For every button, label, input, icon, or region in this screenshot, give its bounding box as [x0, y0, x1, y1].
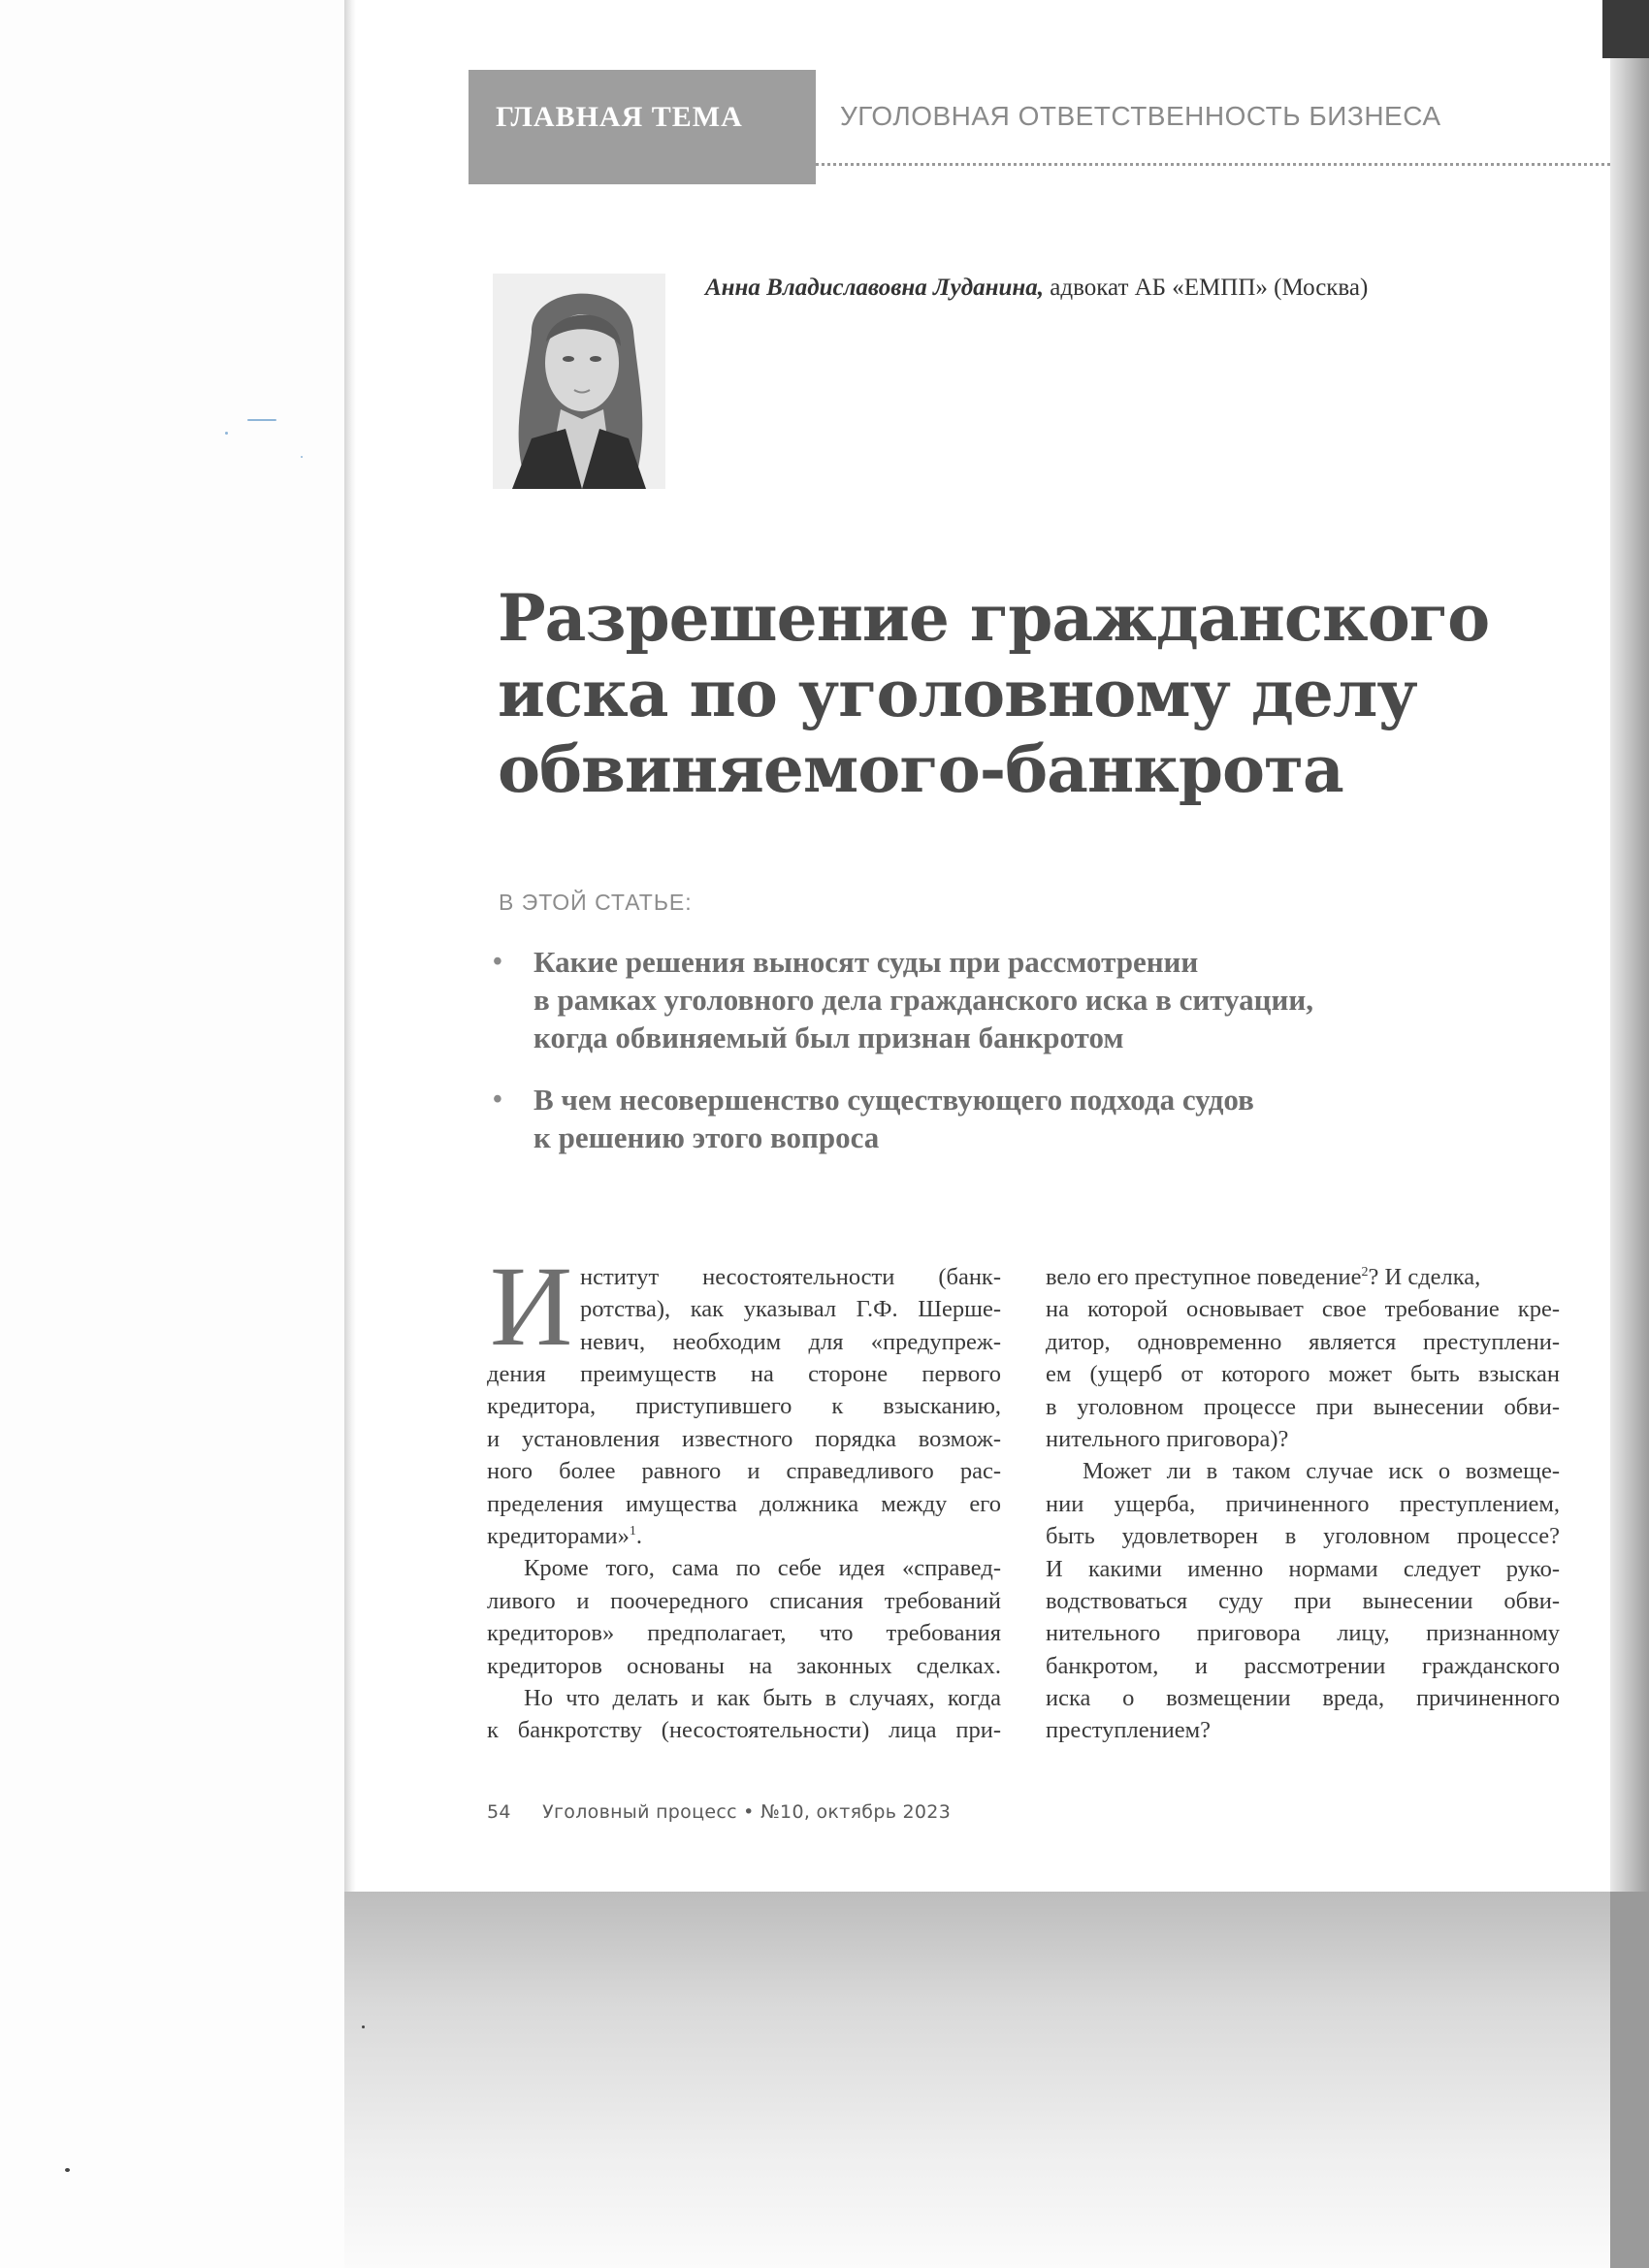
body-line: к банкротству (несостоятельности) лица при- [487, 1717, 1001, 1744]
body-line: в уголовном процессе при вынесении обви- [1046, 1393, 1560, 1420]
author-affiliation: адвокат АБ «ЕМПП» (Москва) [1050, 275, 1369, 301]
body-line: дения преимуществ на стороне первого [487, 1361, 1001, 1387]
body-line: Кроме того, сама по себе идея «справед- [524, 1555, 1001, 1582]
scan-bottom-edge [344, 1892, 1649, 2268]
body-line: нии ущерба, причиненного преступлением, [1046, 1490, 1560, 1517]
body-line: нительного приговора)? [1046, 1425, 1289, 1452]
body-line: нститут несостоятельности (банк- [580, 1264, 1001, 1290]
scan-left-margin [0, 0, 344, 2268]
author-photo [493, 274, 665, 489]
author-byline [705, 275, 1368, 302]
body-line: на которой основывает свое требование кре- [1046, 1296, 1560, 1323]
body-line: дитор, одновременно является преступлени- [1046, 1328, 1560, 1355]
footnote-ref[interactable]: 2 [1361, 1264, 1369, 1280]
page-footer [487, 1801, 951, 1823]
body-text: ? И сделка, [1368, 1264, 1481, 1290]
body-line: кредиторами»$^1$. [487, 1522, 643, 1549]
body-text: кредиторами» [487, 1522, 630, 1549]
body-line: кредиторов» предполагает, что требования [487, 1620, 1001, 1647]
article-title [498, 580, 1565, 807]
page-number: 54 [487, 1801, 511, 1823]
body-line: кредитора, приступившего к взысканию, [487, 1393, 1001, 1420]
left-column-dropcap-lines [580, 1261, 1001, 1358]
bullet-marker: • [493, 947, 502, 977]
body-line: преступлением? [1046, 1717, 1212, 1744]
scan-speck [247, 419, 276, 421]
body-line: и установления известного порядка возмож- [487, 1425, 1001, 1452]
body-line: Может ли в таком случае иск о возмеще- [1083, 1458, 1560, 1485]
article-bullet [493, 943, 1504, 1056]
bullet-line: в рамках уголовного дела гражданского иска в ситуации, [534, 983, 1313, 1017]
title-line: Разрешение гражданского [498, 580, 1490, 656]
right-column [1046, 1261, 1560, 1747]
body-line: ливого и поочередного списания требований [487, 1587, 1001, 1614]
body-line: ем (ущерб от которого может быть взыскан [1046, 1361, 1560, 1388]
scan-corner [1602, 0, 1649, 58]
section-topic: УГОЛОВНАЯ ОТВЕТСТВЕННОСТЬ БИЗНЕСА [840, 101, 1441, 131]
body-line: нительного приговора лицу, признанному [1046, 1620, 1560, 1647]
body-line: банкротом, и рассмотрении гражданского [1046, 1652, 1560, 1679]
body-line: кредиторов основаны на законных сделках. [487, 1652, 1001, 1679]
author-name: Анна Владиславовна Луданина, [705, 275, 1045, 301]
in-this-article-label: В ЭТОЙ СТАТЬЕ: [499, 890, 693, 915]
body-line: невич, необходим для «предупреж- [580, 1328, 1001, 1355]
footnote-ref[interactable]: 1 [629, 1523, 636, 1539]
section-tag: ГЛАВНАЯ ТЕМА [469, 70, 816, 184]
article-bullet [493, 1081, 1504, 1156]
body-line: водствоваться суду при вынесении обви- [1046, 1587, 1560, 1614]
author-portrait-image [493, 274, 665, 489]
body-line: пределения имущества должника между его [487, 1490, 1001, 1517]
drop-cap: И [490, 1243, 573, 1370]
body-line: ротства), как указывал Г.Ф. Шерше- [580, 1296, 1001, 1323]
bullet-line: В чем несовершенство существующего подхода судов [534, 1083, 1254, 1117]
bullet-line: к решению этого вопроса [534, 1120, 880, 1154]
left-column [487, 1358, 1001, 1747]
scan-speck [225, 432, 228, 435]
scan-right-edge [1610, 0, 1649, 1892]
title-line: обвиняемого-банкрота [498, 731, 1343, 807]
body-text: вело его преступное поведение [1046, 1264, 1362, 1290]
scan-speck [65, 2168, 70, 2172]
body-line: Но что делать и как быть в случаях, когда [524, 1684, 1001, 1711]
body-line [1046, 1261, 1560, 1293]
scan-speck [362, 2025, 365, 2028]
body-line: иска о возмещении вреда, причиненного [1046, 1685, 1560, 1712]
bullet-marker: • [493, 1085, 502, 1115]
scan-bottom-corner [1610, 1892, 1649, 2268]
page-edge [344, 0, 356, 1892]
bullet-line: когда обвиняемый был признан банкротом [534, 1021, 1124, 1054]
body-line: И какими именно нормами следует руко- [1046, 1555, 1560, 1582]
title-line: иска по уголовному делу [498, 656, 1417, 731]
scan-speck [301, 456, 303, 458]
header-divider [816, 163, 1610, 166]
bullet-line: Какие решения выносят суды при рассмотрении [534, 945, 1199, 979]
body-line: быть удовлетворен в уголовном процессе? [1046, 1523, 1560, 1550]
journal-reference: Уголовный процесс • №10, октябрь 2023 [542, 1801, 952, 1823]
body-line: ного более равного и справедливого рас- [487, 1458, 1001, 1485]
